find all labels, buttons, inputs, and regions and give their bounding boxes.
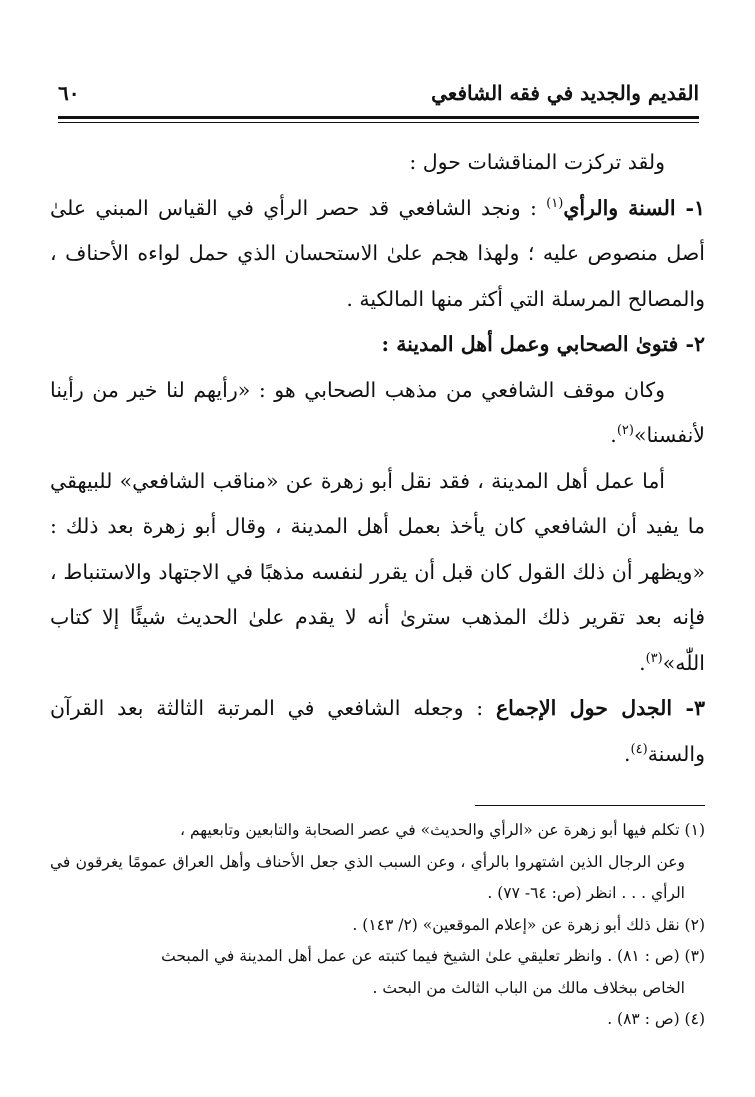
section-2-paragraph-2 xyxy=(50,459,705,687)
header-rule-thick xyxy=(58,116,699,119)
section-3-text-end: . xyxy=(624,741,631,766)
footnote-3-line-1: (٣) (ص : ٨١) . وانظر تعليقي علىٰ الشيخ فيما كتبته عن عمل أهل المدينة في المبحث xyxy=(161,947,705,965)
footnote-ref-3[interactable]: (٣) xyxy=(645,650,663,666)
header-rule-thin xyxy=(58,122,699,123)
section-3-text: : وجعله الشافعي في المرتبة الثالثة بعد القرآن والسنة xyxy=(50,696,705,766)
page-number: ٦٠ xyxy=(58,81,80,105)
section-1-title: ١- السنة والرأي xyxy=(563,195,705,220)
footnote-ref-4[interactable]: (٤) xyxy=(630,741,648,757)
footnote-ref-2[interactable]: (٢) xyxy=(616,423,634,439)
main-text xyxy=(50,140,705,777)
footnote-1-continuation: وعن الرجال الذين اشتهروا بالرأي ، وعن السبب الذي جعل الأحناف وأهل العراق عمومًا يغرقون في الرأي . . . انظر (ص: ٦٤- ٧٧) . xyxy=(50,852,685,902)
section-3-title: ٣- الجدل حول الإجماع xyxy=(495,696,705,720)
footnote-separator xyxy=(475,805,705,806)
section-2-text-1: وكان موقف الشافعي من مذهب الصحابي هو : «رأيهم لنا خير من رأينا لأنفسنا» xyxy=(50,377,705,447)
section-2-title: ٢- فتوىٰ الصحابي وعمل أهل المدينة : xyxy=(381,332,705,356)
section-2-text-2: أما عمل أهل المدينة ، فقد نقل أبو زهرة عن «مناقب الشافعي» للبيهقي ما يفيد أن الشافعي كان يأخذ بعمل أهل المدينة ، وقال أبو زهرة بعد ذلك : «ويظهر أن ذلك القول كان قبل أن يقرر لنفسه مذهبًا في الاجتهاد والاستنباط ، فإنه بعد تقرير ذلك المذهب سترىٰ أنه لا يقدم علىٰ الحديث شيئًا إلا كتاب اللّٰه» xyxy=(50,468,705,675)
footnote-2: (٢) نقل ذلك أبو زهرة عن «إعلام الموقعين» (٢/ ١٤٣) . xyxy=(352,915,705,934)
footnote-1-line-1: (١) تكلم فيها أبو زهرة عن «الرأي والحديث» في عصر الصحابة والتابعين وتابعيهم ، xyxy=(180,821,705,839)
section-2-paragraph-1 xyxy=(50,368,705,459)
section-1-paragraph xyxy=(50,186,705,323)
page-header xyxy=(58,78,699,114)
running-title: القديم والجديد في فقه الشافعي xyxy=(431,81,699,105)
footnote-ref-1[interactable]: (١) xyxy=(546,195,564,211)
footnotes xyxy=(50,815,705,1036)
intro-paragraph: ولقد تركزت المناقشات حول : xyxy=(409,150,665,174)
section-3-paragraph xyxy=(50,686,705,777)
footnote-4: (٤) (ص : ٨٣) . xyxy=(607,1010,705,1028)
section-1-text: : ونجد الشافعي قد حصر الرأي في القياس المبني علىٰ أصل منصوص عليه ؛ ولهذا هجم علىٰ الاستحسان الذي حمل لواءه الأحناف ، والمصالح المرسلة التي أكثر منها المالكية . xyxy=(50,195,705,311)
footnote-3-continuation: الخاص ببخلاف مالك من الباب الثالث من البحث . xyxy=(372,978,685,997)
section-2-text-1-end: . xyxy=(610,423,617,447)
section-2-text-2-end: . xyxy=(639,650,646,675)
